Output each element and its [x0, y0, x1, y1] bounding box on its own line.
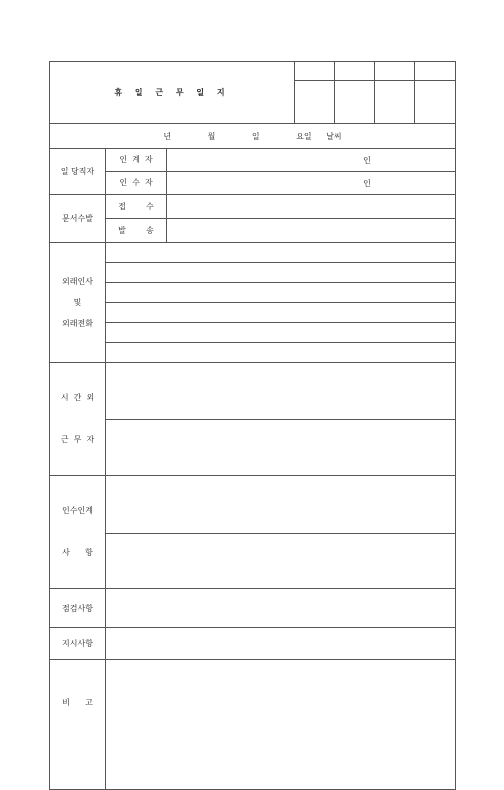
handover-items-line-1[interactable]: [106, 476, 456, 534]
visitors-label-line2: 및: [73, 298, 82, 307]
approval-sign-1[interactable]: [295, 81, 335, 124]
approval-header-4[interactable]: [415, 62, 456, 81]
takeover-person-label: 인 수 자: [106, 172, 167, 195]
approval-header-1[interactable]: [295, 62, 335, 81]
approval-sign-2[interactable]: [335, 81, 375, 124]
overtime-label: [50, 363, 106, 476]
handover-person-field[interactable]: [167, 149, 456, 172]
visitors-label-line1: 외래인사: [62, 277, 93, 286]
visitors-label-line3: 외래전화: [62, 319, 93, 328]
visitors-line-1[interactable]: [106, 243, 456, 263]
visitors-line-6[interactable]: [106, 343, 456, 363]
handover-person-label: 인 계 자: [106, 149, 167, 172]
seal-mark: 인: [363, 178, 371, 188]
instructions-label: 지시사항: [50, 628, 106, 660]
visitors-line-3[interactable]: [106, 283, 456, 303]
weather-label: 날씨: [326, 131, 342, 141]
received-field[interactable]: [167, 195, 456, 219]
work-log-table: [49, 61, 456, 790]
seal-mark: 인: [363, 155, 371, 165]
month-label: 월: [207, 131, 216, 141]
year-label: 년: [163, 131, 172, 141]
overtime-label-line2: 근 무 자: [60, 435, 95, 444]
visitors-label: [50, 243, 106, 363]
work-log-form: [49, 61, 455, 707]
sent-label: 발 송: [106, 219, 167, 243]
handover-items-label-line1: 인수인계: [62, 506, 93, 515]
visitors-line-5[interactable]: [106, 323, 456, 343]
remarks-label: 비 고: [50, 660, 106, 790]
inspection-field[interactable]: [106, 589, 456, 628]
sent-field[interactable]: [167, 219, 456, 243]
approval-header-3[interactable]: [375, 62, 415, 81]
weekday-label: 요일: [296, 131, 312, 141]
approval-header-2[interactable]: [335, 62, 375, 81]
documents-label: 문서수발: [50, 195, 106, 243]
visitors-line-4[interactable]: [106, 303, 456, 323]
handover-items-label-line2: 사 항: [62, 548, 93, 557]
takeover-person-field[interactable]: [167, 172, 456, 195]
overtime-line-2[interactable]: [106, 419, 456, 476]
duty-officer-label: 일 당직자: [50, 149, 106, 195]
approval-sign-4[interactable]: [415, 81, 456, 124]
handover-items-label: [50, 476, 106, 589]
instructions-field[interactable]: [106, 628, 456, 660]
remarks-field[interactable]: [106, 660, 456, 790]
received-label: 접 수: [106, 195, 167, 219]
overtime-line-1[interactable]: [106, 363, 456, 420]
approval-sign-3[interactable]: [375, 81, 415, 124]
overtime-label-line1: 시 간 외: [60, 393, 95, 402]
page-title: 휴 일 근 무 일 지: [50, 62, 295, 124]
inspection-label: 점검사항: [50, 589, 106, 628]
day-label: 일: [251, 131, 260, 141]
date-row[interactable]: [50, 124, 456, 149]
handover-items-line-2[interactable]: [106, 533, 456, 588]
visitors-line-2[interactable]: [106, 263, 456, 283]
